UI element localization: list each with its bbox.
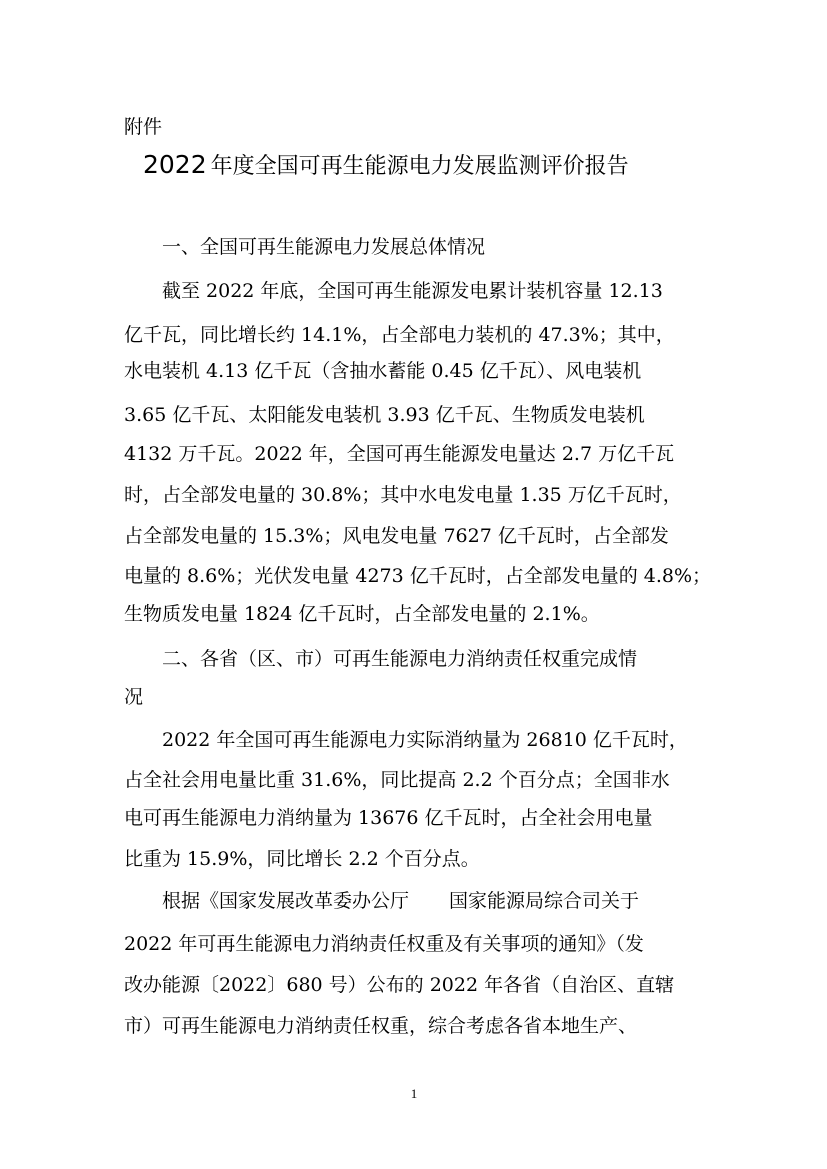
- section-1-paragraph-line: 亿千瓦，同比增长约 14.1%，占全部电力装机的 47.3%；其中，: [124, 324, 675, 346]
- section-1-paragraph-line: 时，占全部发电量的 30.8%；其中水电发电量 1.35 万亿千瓦时，: [124, 484, 682, 506]
- attachment-label: 附件: [124, 116, 163, 138]
- section-2-paragraph-line: 市）可再生能源电力消纳责任权重，综合考虑各省本地生产、: [124, 1015, 638, 1037]
- section-1-paragraph-line: 占全部发电量的 15.3%；风电发电量 7627 亿千瓦时，占全部发: [124, 525, 669, 547]
- report-title-year: 2022: [143, 150, 207, 179]
- section-1-paragraph-line: 4132 万千瓦。2022 年，全国可再生能源发电量达 2.7 万亿千瓦: [124, 443, 675, 465]
- section-2-paragraph-line: 占全社会用电量比重 31.6%，同比提高 2.2 个百分点；全国非水: [124, 769, 670, 791]
- section-1-paragraph-line: 生物质发电量 1824 亿千瓦时，占全部发电量的 2.1%。: [124, 603, 600, 625]
- section-2-paragraph-line: 2022 年可再生能源电力消纳责任权重及有关事项的通知》（发: [124, 933, 644, 955]
- section-1-paragraph-line: 水电装机 4.13 亿千瓦（含抽水蓄能 0.45 亿千瓦）、风电装机: [124, 360, 642, 382]
- report-title: [143, 145, 629, 187]
- section-2-paragraph-line: 2022 年全国可再生能源电力实际消纳量为 26810 亿千瓦时，: [162, 729, 688, 751]
- report-title-text: 年度全国可再生能源电力发展监测评价报告: [210, 154, 629, 179]
- section-2-paragraph-line: 比重为 15.9%，同比增长 2.2 个百分点。: [124, 848, 480, 870]
- section-2-heading-continued: 况: [124, 686, 144, 708]
- section-1-paragraph-line: 电量的 8.6%；光伏发电量 4273 亿千瓦时，占全部发电量的 4.8%；: [124, 565, 712, 587]
- notice-issuer-1: 根据《国家发展改革委办公厅: [162, 890, 410, 912]
- section-1-heading: 一、全国可再生能源电力发展总体情况: [162, 236, 486, 258]
- section-2-paragraph-line: [162, 886, 639, 916]
- page-number: 1: [410, 1086, 418, 1101]
- section-1-paragraph-line: 3.65 亿千瓦、太阳能发电装机 3.93 亿千瓦、生物质发电装机: [124, 404, 645, 426]
- notice-issuer-2: 国家能源局综合司关于: [449, 890, 640, 912]
- section-2-paragraph-line: 改办能源〔2022〕680 号）公布的 2022 年各省（自治区、直辖: [124, 974, 675, 996]
- section-2-paragraph-line: 电可再生能源电力消纳量为 13676 亿千瓦时，占全社会用电量: [124, 807, 653, 829]
- section-1-paragraph-line: 截至 2022 年底，全国可再生能源发电累计装机容量 12.13: [162, 280, 663, 302]
- section-2-heading: 二、各省（区、市）可再生能源电力消纳责任权重完成情: [162, 648, 638, 670]
